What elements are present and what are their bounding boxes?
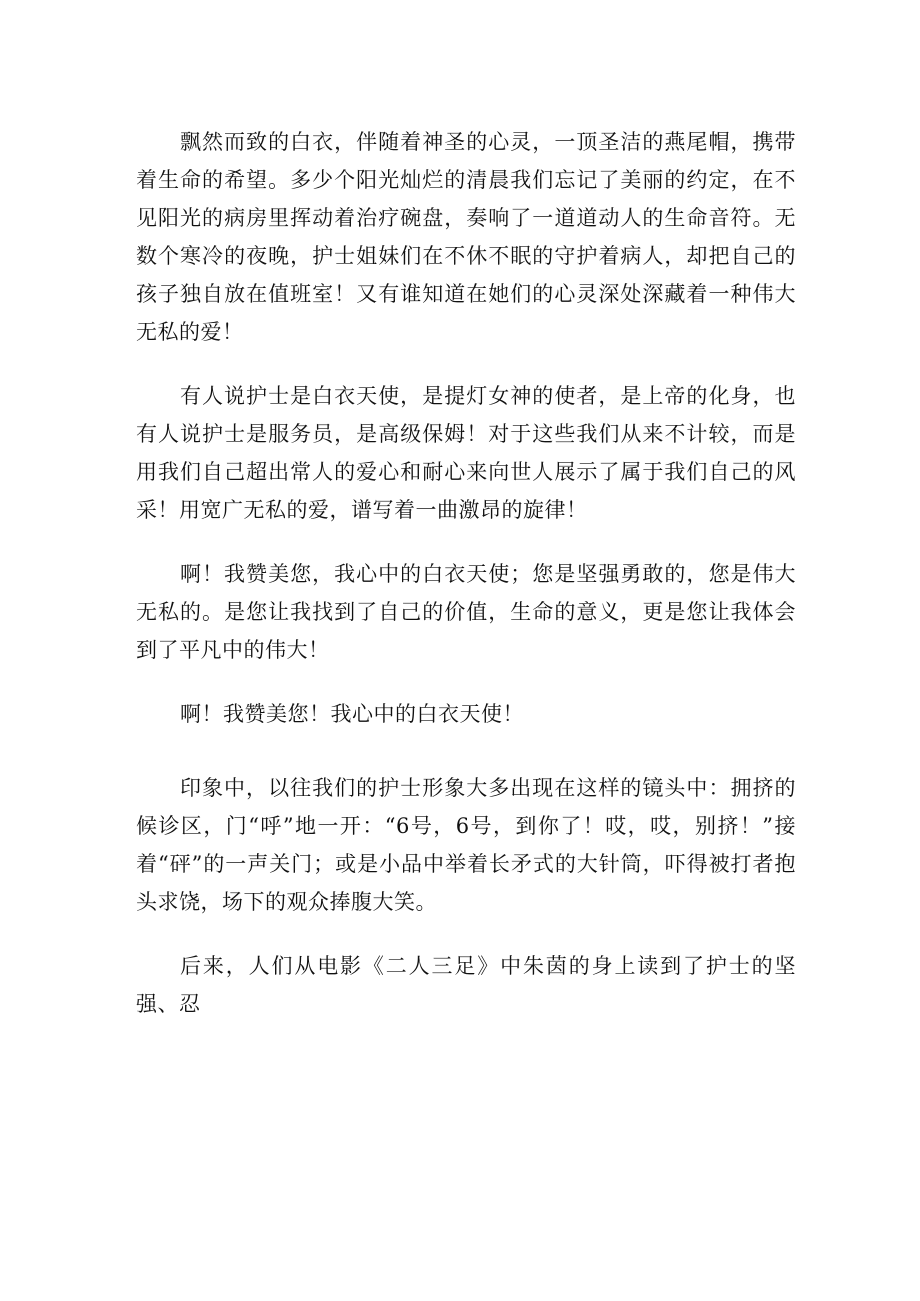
paragraph-angel-description: 有人说护士是白衣天使，是提灯女神的使者，是上帝的化身，也有人说护士是服务员，是高级保姆！对于这些我们从来不计较，而是用我们自己超出常人的爱心和耐心来向世人展示了属于我们自己的风采！用宽广无私的爱，谱写着一曲激昂的旋律！ bbox=[136, 384, 796, 522]
paragraph-white-robe: 飘然而致的白衣，伴随着神圣的心灵，一顶圣洁的燕尾帽，携带着生命的希望。多少个阳光灿烂的清晨我们忘记了美丽的约定，在不见阳光的病房里挥动着治疗碗盘，奏响了一道道动人的生命音符。无数个寒冷的夜晚，护士姐妹们在不休不眠的守护着病人，却把自己的孩子独自放在值班室！又有谁知道在她们的心灵深处深藏着一种伟大无私的爱！ bbox=[136, 130, 796, 344]
paragraph-later: 后来，人们从电影《二人三足》中朱茵的身上读到了护士的坚强、忍 bbox=[136, 954, 796, 1016]
paragraph-exclamation: 啊！我赞美您！我心中的白衣天使！ bbox=[180, 702, 524, 726]
document-body bbox=[136, 123, 796, 1023]
paragraph-impression: 印象中，以往我们的护士形象大多出现在这样的镜头中：拥挤的候诊区，门“呼”地一开：“6号，6号，到你了！哎，哎，别挤！”接着“砰”的一声关门；或是小品中举着长矛式的大针筒，吓得被打者抱头求饶，场下的观众捧腹大笑。 bbox=[136, 776, 796, 914]
paragraph-praise: 啊！我赞美您，我心中的白衣天使；您是坚强勇敢的，您是伟大无私的。是您让我找到了自己的价值，生命的意义，更是您让我体会到了平凡中的伟大！ bbox=[136, 562, 796, 662]
